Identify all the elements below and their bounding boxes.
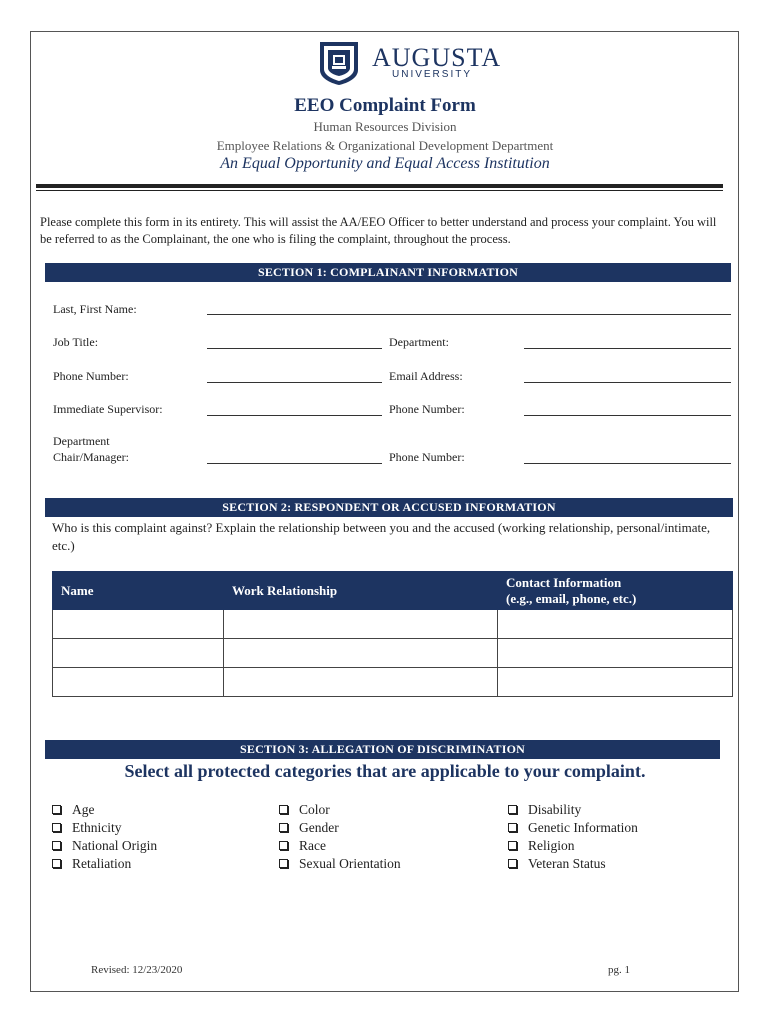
col-name-header: Name bbox=[53, 572, 224, 610]
checkbox-icon[interactable] bbox=[508, 859, 517, 868]
chair-label-line2: Chair/Manager: bbox=[53, 450, 129, 464]
supervisor-phone-label: Phone Number: bbox=[389, 402, 465, 416]
job-title-label: Job Title: bbox=[53, 335, 99, 349]
chair-phone-label: Phone Number: bbox=[389, 450, 465, 464]
checkbox-icon[interactable] bbox=[279, 841, 288, 850]
page-number: pg. 1 bbox=[608, 964, 630, 976]
department-label: Department: bbox=[389, 335, 449, 349]
col-relationship-header: Work Relationship bbox=[224, 572, 498, 610]
checkbox-item[interactable] bbox=[279, 855, 401, 873]
contact-cell[interactable] bbox=[498, 639, 733, 668]
table-row bbox=[53, 639, 733, 668]
checkbox-label: Ethnicity bbox=[72, 820, 122, 835]
checkbox-icon[interactable] bbox=[52, 841, 61, 850]
checkbox-item[interactable] bbox=[508, 837, 638, 855]
department-field[interactable] bbox=[524, 348, 731, 349]
section2-heading: SECTION 2: RESPONDENT OR ACCUSED INFORMATION bbox=[45, 498, 733, 517]
division-name: Human Resources Division bbox=[313, 119, 457, 134]
checkbox-item[interactable] bbox=[52, 837, 157, 855]
checkbox-item[interactable] bbox=[52, 855, 157, 873]
category-instruction: Select all protected categories that are applicable to your complaint. bbox=[124, 761, 646, 781]
checkbox-icon[interactable] bbox=[508, 805, 517, 814]
checkbox-label: Genetic Information bbox=[528, 820, 638, 835]
respondent-question: Who is this complaint against? Explain the relationship between you and the accused (working relationship, personal/intimate, etc.) bbox=[52, 520, 711, 553]
checkbox-label: Age bbox=[72, 802, 95, 817]
section1-heading: SECTION 1: COMPLAINANT INFORMATION bbox=[45, 263, 731, 282]
logo-name: AUGUSTA bbox=[372, 43, 502, 72]
relationship-cell[interactable] bbox=[224, 639, 498, 668]
contact-cell[interactable] bbox=[498, 668, 733, 697]
checkbox-icon[interactable] bbox=[52, 823, 61, 832]
col-contact-line1: Contact Information bbox=[506, 574, 622, 590]
form-title: EEO Complaint Form bbox=[294, 95, 476, 116]
checkbox-label: Veteran Status bbox=[528, 856, 606, 871]
checkbox-label: National Origin bbox=[72, 838, 158, 853]
name-cell[interactable] bbox=[53, 610, 224, 639]
checkbox-icon[interactable] bbox=[52, 859, 61, 868]
checkbox-icon[interactable] bbox=[279, 859, 288, 868]
phone-number-field[interactable] bbox=[207, 382, 382, 383]
checkbox-item[interactable] bbox=[279, 837, 401, 855]
category-column-3 bbox=[508, 801, 638, 873]
section3-heading: SECTION 3: ALLEGATION OF DISCRIMINATION bbox=[45, 740, 720, 759]
augusta-shield-icon bbox=[318, 40, 360, 86]
checkbox-item[interactable] bbox=[52, 801, 157, 819]
checkbox-label: Color bbox=[299, 802, 330, 817]
checkbox-icon[interactable] bbox=[279, 823, 288, 832]
checkbox-icon[interactable] bbox=[52, 805, 61, 814]
relationship-cell[interactable] bbox=[224, 668, 498, 697]
checkbox-item[interactable] bbox=[508, 801, 638, 819]
department-name: Employee Relations & Organizational Development Department bbox=[216, 138, 554, 153]
name-cell[interactable] bbox=[53, 668, 224, 697]
checkbox-label: Sexual Orientation bbox=[299, 856, 401, 871]
chair-manager-field[interactable] bbox=[207, 463, 382, 464]
checkbox-item[interactable] bbox=[279, 819, 401, 837]
checkbox-label: Disability bbox=[528, 802, 582, 817]
immediate-supervisor-field[interactable] bbox=[207, 415, 382, 416]
immediate-supervisor-label: Immediate Supervisor: bbox=[53, 402, 163, 416]
checkbox-label: Retaliation bbox=[72, 856, 132, 871]
checkbox-label: Gender bbox=[299, 820, 339, 835]
table-row bbox=[53, 610, 733, 639]
chair-phone-field[interactable] bbox=[524, 463, 731, 464]
name-cell[interactable] bbox=[53, 639, 224, 668]
col-contact-header bbox=[498, 572, 733, 610]
phone-number-label: Phone Number: bbox=[53, 369, 129, 383]
header-divider-thick bbox=[36, 184, 723, 188]
checkbox-icon[interactable] bbox=[508, 841, 517, 850]
intro-text: Please complete this form in its entirety. This will assist the AA/EEO Officer to better understand and process your complaint. You will be referred to as the Complainant, the one who is filing the complaint, throughout the process. bbox=[40, 215, 717, 246]
institution-motto: An Equal Opportunity and Equal Access Institution bbox=[220, 155, 550, 172]
checkbox-icon[interactable] bbox=[508, 823, 517, 832]
email-address-label: Email Address: bbox=[389, 369, 463, 383]
checkbox-item[interactable] bbox=[508, 855, 638, 873]
chair-label-line1: Department bbox=[53, 434, 110, 448]
checkbox-item[interactable] bbox=[52, 819, 157, 837]
checkbox-label: Race bbox=[299, 838, 326, 853]
col-contact-line2: (e.g., email, phone, etc.) bbox=[506, 590, 637, 606]
respondent-table bbox=[52, 571, 733, 697]
revised-date: Revised: 12/23/2020 bbox=[91, 964, 183, 976]
checkbox-item[interactable] bbox=[508, 819, 638, 837]
relationship-cell[interactable] bbox=[224, 610, 498, 639]
email-address-field[interactable] bbox=[524, 382, 731, 383]
contact-cell[interactable] bbox=[498, 610, 733, 639]
supervisor-phone-field[interactable] bbox=[524, 415, 731, 416]
last-first-name-label: Last, First Name: bbox=[53, 302, 137, 316]
checkbox-label: Religion bbox=[528, 838, 575, 853]
logo-subtitle: UNIVERSITY bbox=[392, 69, 473, 80]
header-divider-thin bbox=[36, 190, 723, 191]
category-column-1 bbox=[52, 801, 157, 873]
last-first-name-field[interactable] bbox=[207, 314, 731, 315]
job-title-field[interactable] bbox=[207, 348, 382, 349]
checkbox-icon[interactable] bbox=[279, 805, 288, 814]
checkbox-item[interactable] bbox=[279, 801, 401, 819]
category-column-2 bbox=[279, 801, 401, 873]
table-row bbox=[53, 668, 733, 697]
